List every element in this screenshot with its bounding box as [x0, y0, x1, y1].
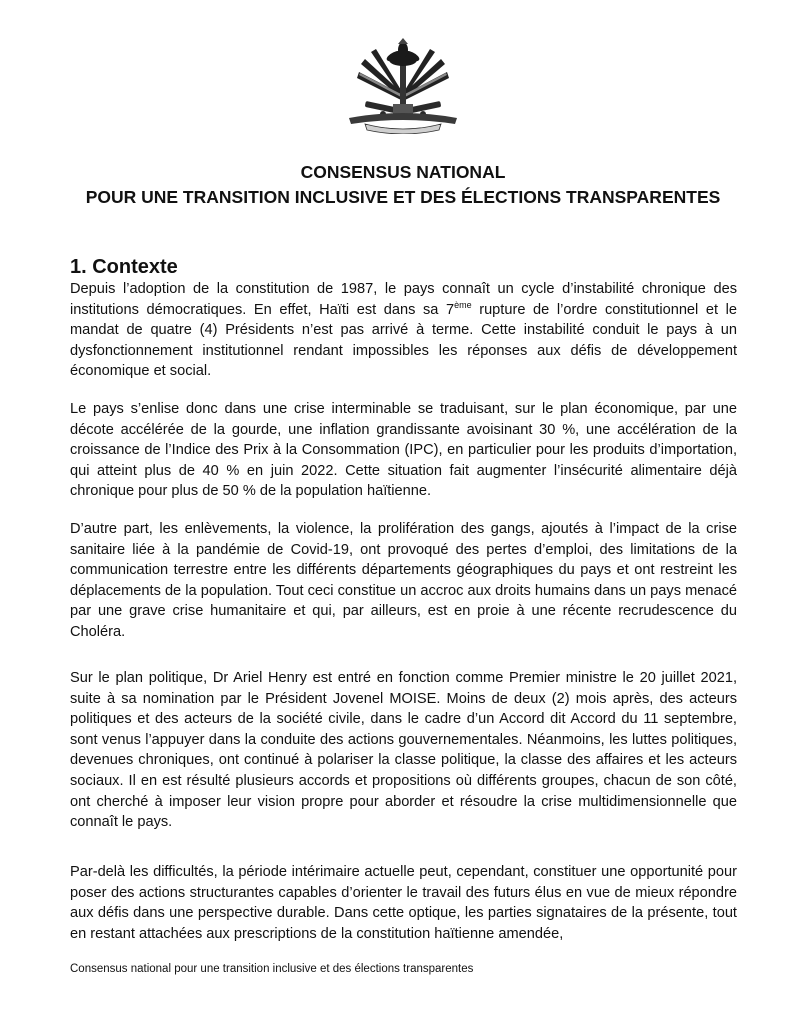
paragraph-1-text-b: rupture de l’ordre constitutionnel et le mandat de quatre (4) Présidents n’est pas arrivé à terme. Cette instabilité conduit le pays à un dysfonctionnement institutionnel rendant impossibles les réponses aux défis de développement économique et social. [70, 301, 737, 380]
paragraph-3 [70, 519, 737, 643]
section-heading: 1. Contexte [70, 256, 178, 278]
paragraph-3-text: D’autre part, les enlèvements, la violence, la prolifération des gangs, ajoutés à l’impact de la crise sanitaire liée à la pandémie de Covid-19, ont provoqué des pertes d’emploi, des limitations de la communication terrestre entre les différents départements géographiques du pays et ont restreint les déplacements de la population. Tout ceci constitue un accroc aux droits humains dans un pays menacé par une grave crise humanitaire et qui, par ailleurs, est en proie à une récente recrudescence du Choléra. [70, 521, 737, 640]
coat-of-arms-emblem [343, 38, 463, 134]
paragraph-2 [70, 399, 737, 502]
paragraph-4 [70, 668, 737, 833]
paragraph-1-text-a: Depuis l’adoption de la constitution de 1987, le pays connaît un cycle d’instabilité chronique des institutions démocratiques. En effet, Haïti est dans sa 7 [70, 281, 737, 318]
document-title [60, 160, 746, 210]
page-footer: Consensus national pour une transition inclusive et des élections transparentes [70, 963, 474, 975]
title-line-1: CONSENSUS NATIONAL [300, 162, 506, 182]
superscript-ordinal: ème [454, 299, 472, 310]
paragraph-1 [70, 279, 737, 382]
title-line-2: POUR UNE TRANSITION INCLUSIVE ET DES ÉLECTIONS TRANSPARENTES [85, 187, 721, 207]
paragraph-5-text: Par-delà les difficultés, la période intérimaire actuelle peut, cependant, constituer une opportunité pour poser des actions structurantes capables d’orienter le travail des futurs élus en vue de mieux répondre aux défis dans une perspective durable. Dans cette optique, les parties signataires de la présente, tout en restant attachées aux prescriptions de la constitution haïtienne amendée, [70, 864, 737, 942]
paragraph-5 [70, 862, 737, 944]
paragraph-4-text: Sur le plan politique, Dr Ariel Henry est entré en fonction comme Premier ministre le 20 juillet 2021, suite à sa nomination par le Président Jovenel MOISE. Moins de deux (2) mois après, des acteurs politiques et des acteurs de la société civile, dans le cadre d’un Accord dit Accord du 11 septembre, sont venus l’appuyer dans la conduite des actions gouvernementales. Néanmoins, les luttes politiques, devenues chroniques, ont continué à polariser la classe politique, la classe des affaires et les acteurs sociaux. Il en est résulté plusieurs accords et propositions où différents groupes, chacun de son côté, ont cherché à imposer leur vision propre pour aborder et résoudre la crise multidimensionnelle que connaît le pays. [70, 670, 737, 831]
paragraph-2-text: Le pays s’enlise donc dans une crise interminable se traduisant, sur le plan économique, par une décote accélérée de la gourde, une inflation grandissante avoisinant 30 %, une accélération de la croissance de l’Indice des Prix à la Consommation (IPC), en particulier pour les produits d’importation, qui atteint plus de 40 % en juin 2022. Cette situation fait augmenter l’insécurité alimentaire déjà chronique pour plus de 50 % de la population haïtienne. [70, 401, 737, 500]
